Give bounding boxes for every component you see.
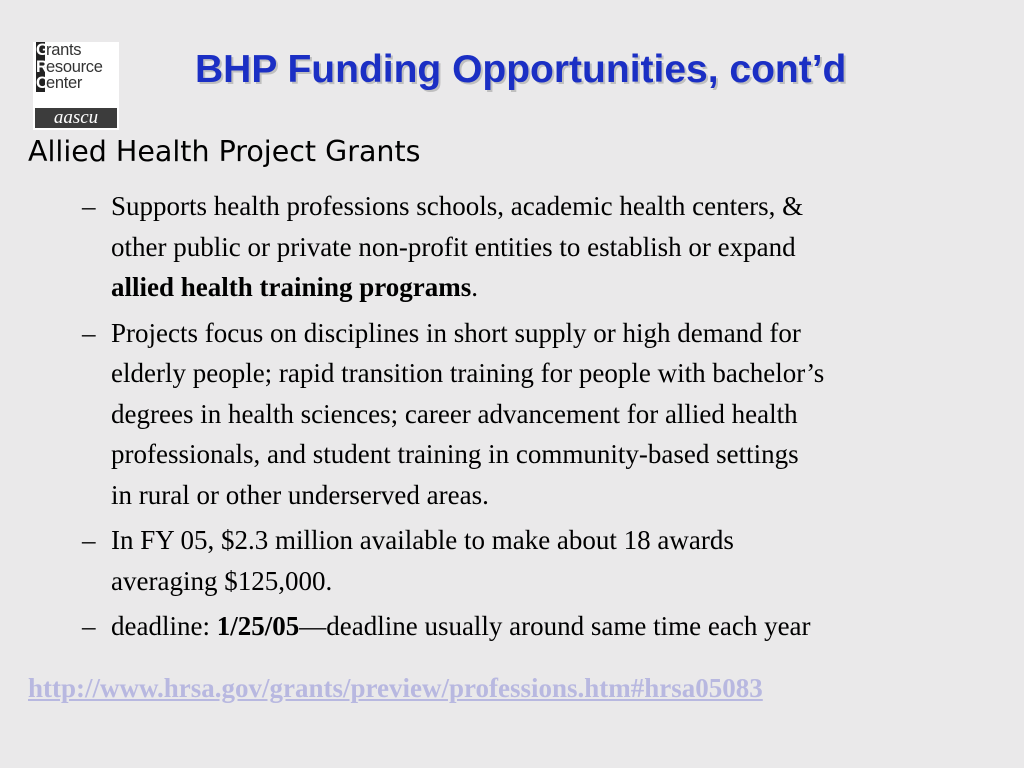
bullet-line: In FY 05, $2.3 million available to make about 18 awards (111, 525, 734, 555)
bullet-line: degrees in health sciences; career advancement for allied health (111, 398, 798, 429)
bullet-list (82, 186, 1017, 652)
logo-word-grants: rants (46, 41, 82, 59)
section-heading: Allied Health Project Grants (28, 135, 421, 168)
bullet-line (111, 267, 1017, 308)
logo-initial-g: G (36, 41, 49, 59)
bullet-dash: – (82, 525, 96, 555)
bullet-line: professionals, and student training in community-based settings (111, 439, 799, 469)
bullet-item-supports (82, 186, 1017, 308)
emphasis-text: allied health training programs (111, 272, 472, 302)
hrsa-grants-link[interactable]: http://www.hrsa.gov/grants/preview/professions.htm#hrsa05083 (28, 673, 763, 703)
deadline-note: —deadline usually around same time each year (299, 611, 811, 641)
bullet-line-end: . (471, 272, 479, 302)
bullet-line (111, 606, 1017, 647)
bullet-dash: – (82, 317, 96, 348)
logo-initial-r: R (36, 57, 48, 76)
bullet-line: Supports health professions schools, academic health centers, & (111, 191, 804, 221)
logo-word-center: enter (46, 74, 83, 92)
deadline-date: 1/25/05 (216, 611, 300, 641)
bullet-line: Projects focus on disciplines in short supply or high demand for (111, 317, 801, 348)
bullet-item-funding (82, 520, 1017, 601)
grc-aascu-logo (33, 42, 119, 130)
bullet-dash: – (82, 611, 96, 641)
bullet-dash: – (82, 191, 96, 221)
slide-title: BHP Funding Opportunities, cont’d (195, 48, 847, 91)
bullet-line: elderly people; rapid transition training for people with bachelor’s (111, 358, 825, 388)
logo-text (36, 42, 103, 92)
bullet-item-deadline (82, 606, 1017, 647)
deadline-label: deadline: (111, 611, 217, 641)
logo-word-resource: esource (46, 57, 103, 76)
logo-initial-c: C (36, 74, 48, 92)
bullet-line: other public or private non-profit entities to establish or expand (111, 231, 796, 262)
bullet-line: in rural or other underserved areas. (111, 479, 489, 510)
bullet-line: averaging $125,000. (111, 565, 333, 596)
bullet-item-projects (82, 313, 1017, 516)
logo-wordmark-aascu: aascu (35, 108, 117, 128)
